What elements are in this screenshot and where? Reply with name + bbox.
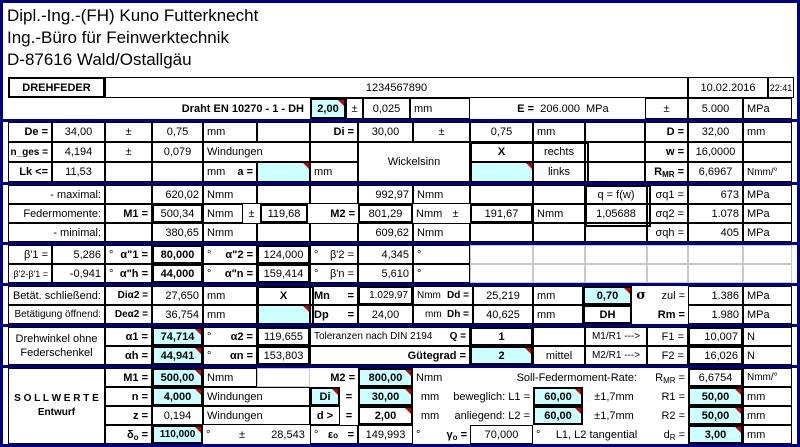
f1-unit: N	[743, 327, 792, 346]
dp-label: Dp =	[310, 305, 358, 324]
set-d-unit: mm	[420, 409, 440, 422]
q-label: q = f(w)	[585, 185, 647, 204]
delta-tol: 28,543	[271, 428, 305, 441]
dd-value: 25,219	[473, 286, 533, 305]
f2-value: 16,026	[688, 346, 743, 365]
set-n-unit: Windungen	[203, 387, 310, 406]
emodul-value: 206.000	[540, 102, 580, 115]
ahpp-value: 44,000	[152, 264, 203, 283]
r2-unit: mm	[743, 406, 792, 425]
empty-cell	[743, 245, 792, 264]
emodul-pm: ±	[645, 98, 688, 119]
m1-unit: Nmm	[203, 204, 243, 223]
date-cell: 10.02.2016	[688, 77, 768, 98]
sq1-value: 673	[688, 185, 743, 204]
delta-label: δ o =	[105, 425, 152, 444]
ahpp-label: ° α"h =	[105, 264, 152, 283]
wickelsinn-links-input[interactable]	[470, 162, 533, 182]
delta-deg: °	[206, 428, 211, 441]
wickelsinn-rechts-input[interactable]: X	[470, 142, 533, 162]
m2-max-unit: Nmm	[413, 185, 470, 204]
empty-cell	[257, 223, 310, 242]
empty-cell	[105, 185, 152, 204]
empty-cell	[688, 264, 743, 283]
empty-cell	[310, 142, 358, 162]
empty-cell	[533, 327, 585, 346]
m2-unit: Nmm	[416, 207, 443, 220]
lk-value: 11,53	[52, 162, 105, 182]
m1r1-label: M1/R1 --->	[585, 327, 647, 346]
r1-unit: mm	[743, 387, 792, 406]
sigma-icon: σ	[636, 288, 646, 303]
delta-pm: ±	[238, 428, 246, 441]
r1-label: R1 =	[661, 390, 685, 403]
b2-value: 4,345	[358, 245, 413, 264]
lk-label: Lk <=	[8, 162, 52, 182]
de-pm: ±	[105, 122, 152, 142]
set-m1-unit: Nmm	[203, 368, 257, 387]
guetegrad-input[interactable]: 2	[470, 346, 533, 365]
dea2-value: 36,754	[152, 305, 203, 324]
empty-cell	[257, 122, 310, 142]
m2-value: 801,29	[358, 204, 413, 223]
rmr-value: 6,6967	[688, 162, 743, 182]
empty-cell	[310, 223, 358, 242]
empty-cell	[688, 245, 743, 264]
dr-unit: mm	[743, 425, 792, 444]
sqh-value: 405	[688, 223, 743, 242]
lk-unit-a-label: mm a =	[203, 162, 257, 182]
m1-tol: 119,68	[260, 204, 308, 223]
empty-cell	[533, 264, 585, 283]
empty-cell	[257, 368, 310, 387]
empty-cell	[105, 223, 152, 242]
alpha2-value: 119,655	[257, 327, 310, 346]
nges-tol: 0,079	[152, 142, 203, 162]
mid-label: Federmomente:	[8, 204, 105, 223]
set-n-input[interactable]: 4,000	[152, 387, 203, 406]
set-m2-unit: Nmm	[416, 371, 443, 384]
set-d-value: 2,00	[358, 406, 413, 425]
dd-unit: mm	[533, 286, 583, 305]
dr-label: d R =	[663, 428, 685, 442]
f2-label: F2 =	[647, 346, 688, 365]
a-unit: mm	[310, 162, 358, 182]
anpp-label: ° α"n =	[203, 264, 257, 283]
a1pp-value: 80,000	[152, 245, 203, 264]
empty-cell	[585, 142, 645, 162]
set-di-input[interactable]: 30,00	[358, 387, 413, 406]
zul-label: zul =	[661, 289, 685, 302]
di-unit: mm	[533, 122, 585, 142]
d-label: D =	[645, 122, 688, 142]
m1-label: M1 =	[105, 204, 152, 223]
m2-min: 609,62	[358, 223, 413, 242]
drehwinkel-label: Drehwinkel ohne Federschenkel	[8, 327, 105, 365]
time-cell: 22:41	[768, 77, 794, 98]
min-label: - minimal:	[8, 223, 105, 242]
max-label: - maximal:	[8, 185, 105, 204]
close-direction-input[interactable]: X	[257, 286, 310, 305]
m2-max: 992,97	[358, 185, 413, 204]
alpha2-label: ° α2 =	[203, 327, 257, 346]
f1-label: F1 =	[647, 327, 688, 346]
rmr-label: R MR =	[645, 162, 688, 182]
set-m2-label: M2 =	[330, 371, 355, 384]
empty-cell	[533, 245, 585, 264]
a1pp-label: ° α"1 =	[105, 245, 152, 264]
dd-label: Nmm Dd =	[413, 286, 473, 305]
l2-tol: ±1,7mm	[594, 409, 634, 422]
empty-cell	[585, 162, 645, 182]
doc-type-cell: DREHFEDER	[8, 77, 105, 98]
m1-pm: ±	[248, 207, 255, 220]
wickelsinn-links-label: links	[533, 162, 585, 182]
set-rmr-label: R MR =	[655, 371, 685, 385]
sq2-label: σq2 =	[647, 204, 688, 223]
sqh-unit: MPa	[743, 223, 792, 242]
r2-label: R2 =	[661, 409, 685, 422]
r1-input[interactable]: 50,00	[688, 387, 743, 406]
wickelsinn-rechts-label: rechts	[533, 142, 585, 162]
m1-max: 620,02	[152, 185, 203, 204]
wire-unit: mm	[410, 98, 470, 119]
l1-label: beweglich: L1 =	[453, 390, 530, 403]
b21-value: -0,941	[52, 264, 105, 283]
m1-max-unit: Nmm	[203, 185, 257, 204]
mn-label: Mn =	[310, 286, 358, 305]
empty-cell	[470, 223, 533, 242]
a2pp-value: 124,000	[257, 245, 310, 264]
letterhead-address: D-87616 Wald/Ostallgäu	[7, 50, 192, 69]
r2-input[interactable]: 50,00	[688, 406, 743, 425]
de-label: De =	[8, 122, 52, 142]
nges-unit: Windungen	[203, 142, 310, 162]
letterhead-name: Dipl.-Ing.-(FH) Kuno Futterknecht	[7, 6, 259, 25]
mn-value: 1.029,97	[358, 286, 413, 305]
de-value: 34,00	[52, 122, 105, 142]
empty-cell	[743, 264, 792, 283]
dp-value: 24,00	[358, 305, 413, 324]
nges-label: n_ges =	[8, 142, 52, 162]
dh-value: 40,625	[473, 305, 533, 324]
dia2-value: 27,650	[152, 286, 203, 305]
eps-value: 149,993	[358, 425, 413, 444]
sq1-unit: MPa	[743, 185, 792, 204]
open-label: Betätigung öffnend:	[8, 305, 105, 324]
empty-cell	[105, 162, 152, 182]
alphan-value: 153,803	[257, 346, 310, 365]
empty-cell	[585, 245, 647, 264]
empty-cell	[470, 185, 533, 204]
b2-label: ° β'2 =	[310, 245, 358, 264]
w-label: w =	[645, 142, 688, 162]
m2-label: M2 =	[330, 207, 355, 220]
set-rmr-unit: Nmm/°	[743, 368, 792, 387]
gamma-value: 70,000	[470, 425, 533, 444]
l2-input[interactable]: 60,00	[533, 406, 583, 425]
l1-input[interactable]: 60,00	[533, 387, 583, 406]
empty-cell	[470, 245, 533, 264]
q-value: 1,05688	[585, 204, 647, 223]
set-rmr-value: 6,6754	[688, 368, 743, 387]
delta-input[interactable]: 110,000	[152, 425, 203, 444]
dh-unit: mm	[533, 305, 583, 324]
empty-cell	[743, 142, 792, 162]
eps-label: ° εo =	[310, 425, 358, 444]
set-di-unit: mm	[420, 390, 440, 403]
w-value: 16,0000	[688, 142, 743, 162]
empty-cell	[585, 264, 647, 283]
bn-unit: °	[413, 264, 470, 283]
rate-label: Soll-Federmoment-Rate:	[516, 371, 637, 384]
d-value: 32,00	[688, 122, 743, 142]
set-d-eq: =	[345, 409, 353, 422]
dia2-label: Diα2 =	[105, 286, 152, 305]
f1-value: 10,007	[688, 327, 743, 346]
material-code-cell: DH	[583, 305, 632, 324]
dr-input[interactable]: 3,00	[688, 425, 743, 444]
set-n-label: n =	[105, 387, 152, 406]
empty-cell	[647, 245, 688, 264]
alphah-label: αh =	[105, 346, 152, 365]
zul-unit: MPa	[743, 286, 792, 305]
empty-cell	[470, 264, 533, 283]
close-label: Betät. schließend:	[8, 286, 105, 305]
m2-tol-unit: Nmm	[533, 204, 585, 223]
q-grade-value: 1	[470, 327, 533, 346]
rm-label: Rm =	[657, 308, 685, 321]
dea2-unit: mm	[203, 305, 257, 324]
de-unit: mm	[203, 122, 257, 142]
emodul-tol-unit: MPa	[743, 98, 792, 119]
emodul-unit: MPa	[586, 102, 609, 115]
k-factor-input[interactable]: 0,70	[583, 286, 632, 305]
m2r1-label: M2/R1 --->	[585, 346, 647, 365]
gamma-label: γ o =	[446, 428, 467, 442]
letterhead-company: Ing.-Büro für Feinwerktechnik	[7, 28, 230, 47]
m2-tol: 191,67	[470, 204, 533, 223]
empty-cell	[585, 122, 645, 142]
b21-label: β'2-β'1 =	[8, 264, 52, 283]
nges-pm: ±	[105, 142, 152, 162]
empty-cell	[152, 162, 203, 182]
alphah-input[interactable]: 44,941	[152, 346, 203, 365]
b1-value: 5,286	[52, 245, 105, 264]
emodul-tol: 5.000	[688, 98, 743, 119]
set-d-label: d >	[310, 406, 340, 425]
empty-cell	[310, 185, 358, 204]
empty-cell	[647, 264, 688, 283]
di-label: Di =	[310, 122, 358, 142]
sq2-unit: MPa	[743, 204, 792, 223]
guetegrad-label: Gütegrad =	[310, 346, 470, 365]
de-tol: 0,75	[152, 122, 203, 142]
order-number-cell: 1234567890	[105, 77, 688, 98]
empty-cell	[533, 185, 585, 204]
set-di-eq: =	[345, 390, 353, 403]
m2-min-unit: Nmm	[413, 223, 470, 242]
toleranzen-label: Toleranzen nach DIN 2194 Q =	[310, 327, 470, 346]
sollwerte-label: S O L L W E R T E Entwurf	[8, 368, 105, 444]
wickelsinn-label: Wickelsinn	[358, 142, 470, 182]
empty-cell	[533, 223, 585, 242]
nges-value: 4,194	[52, 142, 105, 162]
tangential-deg: °	[536, 428, 541, 441]
empty-cell	[585, 223, 647, 242]
rmr-unit: Nmm/°	[743, 162, 792, 182]
b2-unit: °	[413, 245, 470, 264]
set-m1-label: M1 =	[105, 368, 152, 387]
di-pm: ±	[413, 122, 470, 142]
wire-spec-label: Draht EN 10270 - 1 - DH	[181, 102, 304, 115]
l2-label: anliegend: L2 =	[454, 409, 530, 422]
sqh-label: σqh =	[647, 223, 688, 242]
bn-value: 5,610	[358, 264, 413, 283]
bn-label: ° β'n =	[310, 264, 358, 283]
set-di-label[interactable]: Di	[310, 387, 340, 406]
empty-cell	[257, 185, 310, 204]
rm-value: 1.980	[688, 305, 743, 324]
set-m2-input[interactable]: 800,00	[358, 368, 413, 387]
dh-label: mm Dh =	[413, 305, 473, 324]
alpha1-label: α1 =	[105, 327, 152, 346]
m1-value: 500,34	[152, 204, 203, 223]
di-tol: 0,75	[470, 122, 533, 142]
dia2-unit: mm	[203, 286, 257, 305]
di-value: 30,00	[358, 122, 413, 142]
zul-value: 1.386	[688, 286, 743, 305]
m2-pm: ±	[452, 207, 459, 220]
set-z-label: z =	[105, 406, 152, 425]
wire-diameter-input[interactable]: 2,00	[310, 98, 346, 119]
b1-label: β'1 =	[8, 245, 52, 264]
rm-unit: MPa	[743, 305, 792, 324]
m1-min: 380,65	[152, 223, 203, 242]
sq1-label: σq1 =	[647, 185, 688, 204]
wire-tol-cell: 0,025	[363, 98, 410, 119]
mittel-label: mittel	[533, 346, 585, 365]
open-direction-input[interactable]	[257, 305, 310, 324]
set-m1-input[interactable]: 500,00	[152, 368, 203, 387]
emodul-label: E =	[517, 102, 534, 115]
wire-pm: ±	[346, 98, 363, 119]
tangential-label: L1, L2 tangential	[555, 428, 638, 441]
set-z-value: 0,194	[152, 406, 203, 425]
m1-min-unit: Nmm	[203, 223, 257, 242]
sq2-value: 1.078	[688, 204, 743, 223]
alphan-label: ° αn =	[203, 346, 257, 365]
alpha1-input[interactable]: 74,714	[152, 327, 203, 346]
a2pp-label: ° α"2 =	[203, 245, 257, 264]
anpp-value: 159,414	[257, 264, 310, 283]
gamma-deg: °	[416, 428, 421, 441]
a-input[interactable]	[257, 162, 310, 182]
dea2-label: Deα2 =	[105, 305, 152, 324]
set-z-unit: Windungen	[203, 406, 310, 425]
d-unit: mm	[743, 122, 792, 142]
l1-tol: ±1,7mm	[594, 390, 634, 403]
f2-unit: N	[743, 346, 792, 365]
